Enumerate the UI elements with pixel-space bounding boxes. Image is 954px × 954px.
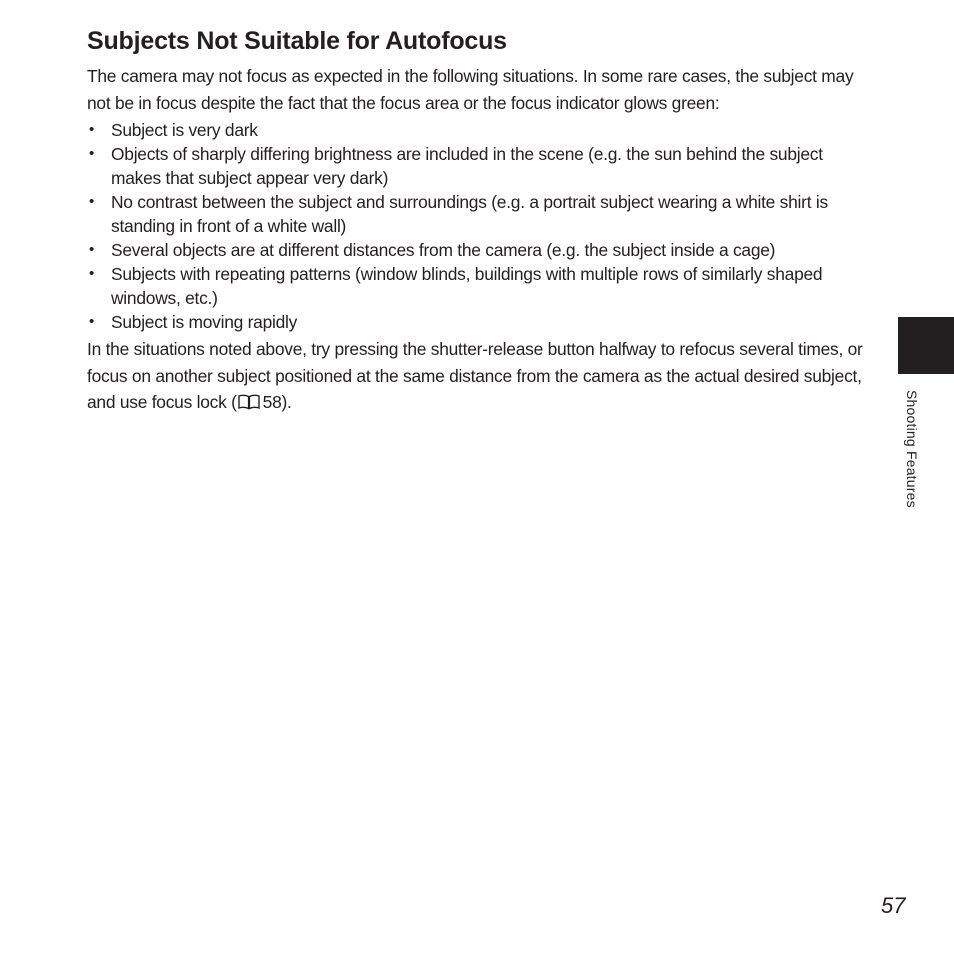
page-content [87, 63, 869, 416]
bullet-icon: • [89, 193, 95, 210]
bullet-icon: • [89, 145, 95, 162]
bullet-icon: • [89, 265, 95, 282]
list-item [87, 310, 869, 334]
list-item-text: No contrast between the subject and surroundings (e.g. a portrait subject wearing a white shirt is standing in front of a white wall) [111, 192, 828, 236]
list-item [87, 142, 869, 190]
situation-list [87, 118, 869, 334]
outro-text-end: ). [281, 392, 292, 412]
list-item [87, 262, 869, 310]
list-item-text: Subject is moving rapidly [111, 312, 298, 332]
outro-text: In the situations noted above, try pressing the shutter-release button halfway to refocus several times, or focus on another subject positioned at the same distance from the camera as the actual desired subject, and use focus lock ( [87, 339, 863, 412]
list-item [87, 190, 869, 238]
list-item-text: Objects of sharply differing brightness are included in the scene (e.g. the sun behind the subject makes that subject appear very dark) [111, 144, 823, 188]
bullet-icon: • [89, 121, 95, 138]
intro-paragraph: The camera may not focus as expected in the following situations. In some rare cases, the subject may not be in focus despite the fact that the focus area or the focus indicator glows green: [87, 66, 854, 113]
page-number: 57 [881, 893, 906, 918]
book-reference-icon [238, 394, 260, 410]
list-item-text: Subjects with repeating patterns (window blinds, buildings with multiple rows of similarly shaped windows, etc.) [111, 264, 823, 308]
list-item [87, 118, 869, 142]
list-item-text: Subject is very dark [111, 120, 258, 140]
section-tab [898, 317, 954, 374]
list-item [87, 238, 869, 262]
bullet-icon: • [89, 313, 95, 330]
bullet-icon: • [89, 241, 95, 258]
outro-paragraph [87, 336, 869, 416]
page-title: Subjects Not Suitable for Autofocus [87, 27, 507, 55]
list-item-text: Several objects are at different distances from the camera (e.g. the subject inside a cage) [111, 240, 776, 260]
section-label: Shooting Features [904, 390, 920, 508]
page-reference[interactable]: 58 [262, 392, 282, 412]
